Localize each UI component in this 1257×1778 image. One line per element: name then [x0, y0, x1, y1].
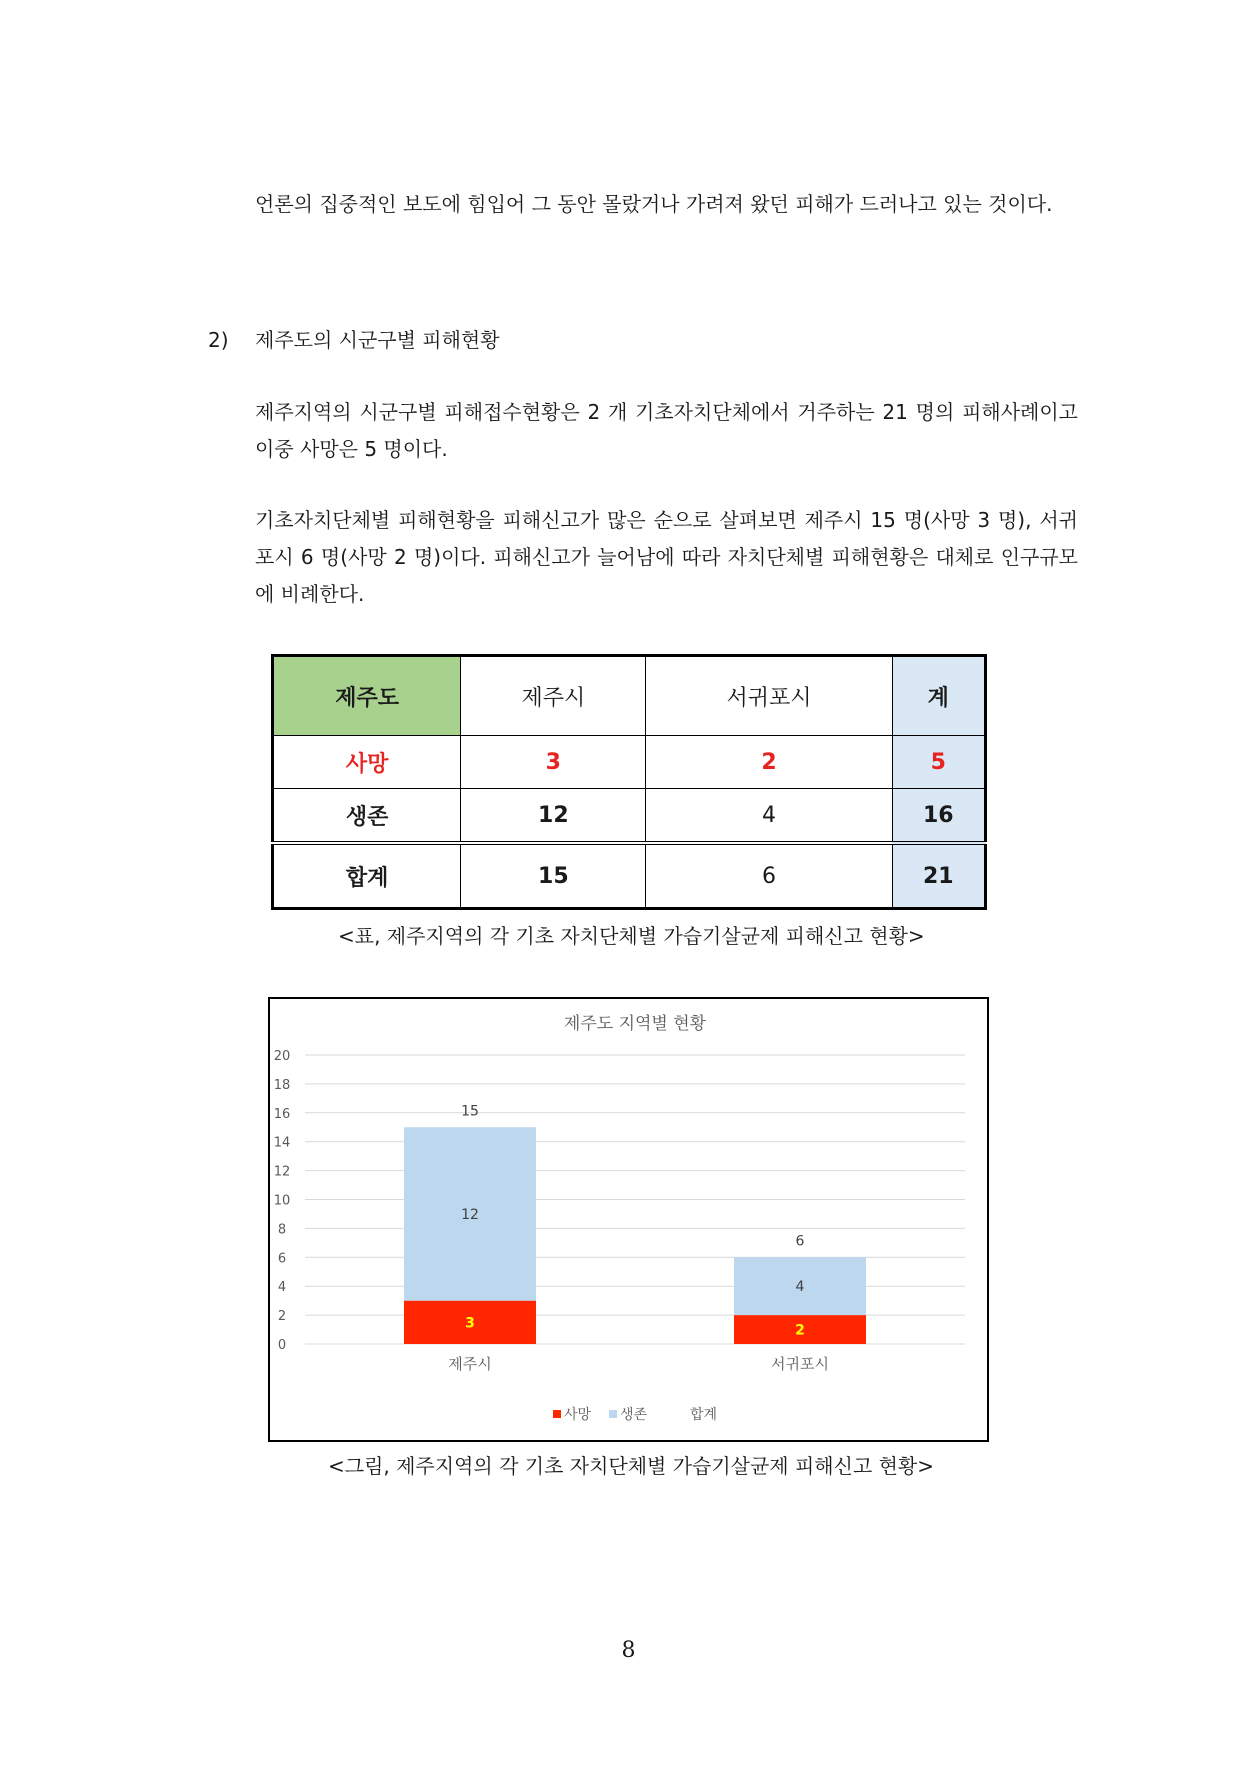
data-label-death: 2	[795, 1322, 805, 1339]
table-caption: <표, 제주지역의 각 기초 자치단체별 가습기살균제 피해신고 현황>	[338, 924, 925, 948]
data-label-survive: 12	[461, 1206, 479, 1223]
table-cell: 4	[646, 789, 892, 844]
table-cell: 2	[646, 736, 892, 789]
damage-table	[271, 654, 987, 910]
legend-swatch	[609, 1410, 617, 1418]
y-tick-label: 4	[277, 1280, 287, 1296]
table-col-header: 제주시	[461, 656, 646, 736]
table-header-row	[273, 656, 986, 736]
table-row-label: 합계	[273, 843, 461, 909]
table-cell: 12	[461, 789, 646, 844]
paragraph-3: 기초자치단체별 피해현황을 피해신고가 많은 순으로 살펴보면 제주시 15 명(사망 3 명), 서귀포시 6 명(사망 2 명)이다. 피해신고가 늘어남에 따라 자치단체별 피해현황은 대체로 인구규모에 비례한다.	[255, 508, 1078, 606]
data-label-total: 15	[461, 1103, 479, 1120]
legend-label: 사망	[564, 1407, 592, 1423]
bar-chart	[268, 997, 989, 1442]
table-col-header: 서귀포시	[646, 656, 892, 736]
table-cell-total: 5	[892, 736, 985, 789]
y-tick-label: 20	[273, 1049, 291, 1064]
table-cell: 3	[461, 736, 646, 789]
paragraph-1: 언론의 집중적인 보도에 힘입어 그 동안 몰랐거나 가려져 왔던 피해가 드러나고 있는 것이다.	[255, 192, 1053, 216]
figure-caption: <그림, 제주지역의 각 기초 자치단체별 가습기살균제 피해신고 현황>	[328, 1454, 935, 1478]
legend-label: 합계	[690, 1407, 718, 1423]
table-cell: 6	[646, 843, 892, 909]
y-tick-label: 2	[277, 1309, 287, 1325]
table-row-label: 사망	[273, 736, 461, 789]
section-number: 2)	[208, 328, 229, 352]
data-label-death: 3	[465, 1315, 475, 1332]
section-heading	[208, 322, 500, 359]
y-tick-label: 18	[273, 1077, 291, 1093]
table-cell: 15	[461, 843, 646, 909]
paragraph-2: 제주지역의 시군구별 피해접수현황은 2 개 기초자치단체에서 거주하는 21 명의 피해사례이고 이중 사망은 5 명이다.	[255, 400, 1078, 461]
table-row-sum	[273, 843, 986, 909]
table-corner-cell: 제주도	[273, 656, 461, 736]
y-tick-label: 6	[277, 1251, 287, 1267]
y-tick-label: 16	[273, 1106, 291, 1122]
table-row-death	[273, 736, 986, 789]
bar-chart-svg	[270, 999, 987, 1440]
data-label-total: 6	[795, 1233, 805, 1250]
table-cell-total: 16	[892, 789, 985, 844]
y-tick-label: 8	[277, 1222, 287, 1238]
table-cell-total: 21	[892, 843, 985, 909]
table-row-label: 생존	[273, 789, 461, 844]
page-number: 8	[621, 1638, 636, 1663]
y-tick-label: 0	[277, 1338, 287, 1353]
table-col-header-total: 계	[892, 656, 985, 736]
x-tick-label: 서귀포시	[771, 1355, 829, 1373]
legend-label: 생존	[620, 1407, 648, 1423]
y-tick-label: 12	[273, 1164, 291, 1180]
legend-swatch	[553, 1410, 561, 1418]
y-tick-label: 10	[273, 1193, 291, 1209]
y-tick-label: 14	[273, 1135, 291, 1151]
chart-title: 제주도 지역별 현황	[563, 1014, 707, 1034]
section-title: 제주도의 시군구별 피해현황	[255, 328, 500, 352]
table-row-survive	[273, 789, 986, 844]
x-tick-label: 제주시	[448, 1355, 492, 1373]
data-label-survive: 4	[795, 1279, 805, 1296]
